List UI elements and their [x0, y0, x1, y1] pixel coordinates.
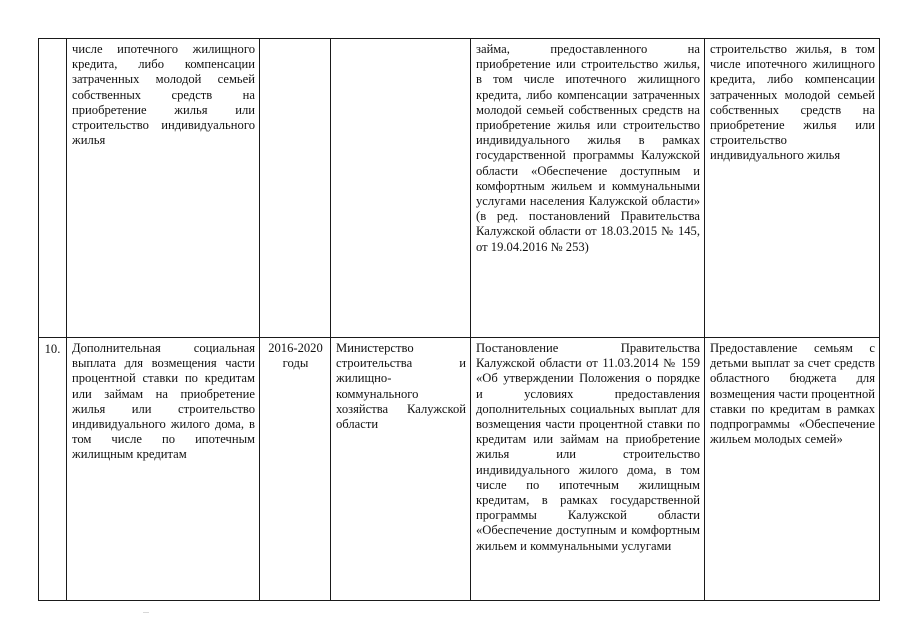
period-text: 2016-2020 годы	[268, 341, 323, 371]
measure-cell	[67, 338, 260, 601]
executor-cell	[331, 338, 471, 601]
measure-cell	[67, 39, 260, 338]
row-number-cell	[39, 39, 67, 338]
table-row	[39, 39, 880, 338]
measure-text: числе ипотечного жилищного кредита, либо компенсации затраченных молодой семьей собственных средств на приобретение жилья или строительство индивидуального жилья	[72, 42, 255, 148]
executor-cell	[331, 39, 471, 338]
measure-text: Дополнительная социальная выплата для возмещения части процентной ставки по кредитам или займам на приобретение жилья или строительство индивидуального жилого дома, в том числе по ипотечным жилищным кредитам	[72, 341, 255, 462]
period-cell	[260, 338, 331, 601]
legal-basis-text: займа, предоставленного на приобретение или строительство жилья, в том числе ипотечного жилищного кредита, либо компенсации затраченных молодой семьей собственных средств на приобретение жилья или строительство индивидуального жилья в рамках государственной программы Калужской области «Обеспечение доступным и комфортным жильем и коммунальными услугами населения Калужской области» (в ред. постановлений Правительства Калужской области от 18.03.2015 № 145, от 19.04.2016 № 253)	[476, 42, 700, 254]
row-number-cell	[39, 338, 67, 601]
table-row	[39, 338, 880, 601]
legal-basis-cell	[471, 338, 705, 601]
executor-text: Министерство строительства и жилищно-коммунального хозяйства Калужской области	[336, 341, 466, 432]
program-measures-table	[38, 38, 880, 601]
result-cell	[705, 338, 880, 601]
result-text: Предоставление семьям с детьми выплат за счет средств областного бюджета для возмещения части процентной ставки по кредитам в рамках подпрограммы «Обеспечение жильем молодых семей»	[710, 341, 875, 447]
row-number: 10.	[44, 342, 61, 356]
legal-basis-cell	[471, 39, 705, 338]
result-text: строительство жилья, в том числе ипотечного жилищного кредита, либо компенсации затраченных молодой семьей собственных средств на приобретение жилья или строительство индивидуального жилья	[710, 42, 875, 163]
result-cell	[705, 39, 880, 338]
scan-speck	[143, 612, 149, 613]
legal-basis-text: Постановление Правительства Калужской области от 11.03.2014 № 159 «Об утверждении Положения о порядке и условиях предоставления дополнительных социальных выплат для возмещения части процентной ставки по кредитам или займам на приобретение жилья или строительство индивидуального жилого дома, в том числе по ипотечным жилищным кредитам, в рамках государственной программы Калужской области «Обеспечение доступным и комфортным жильем и коммунальными услугами	[476, 341, 700, 553]
period-cell	[260, 39, 331, 338]
